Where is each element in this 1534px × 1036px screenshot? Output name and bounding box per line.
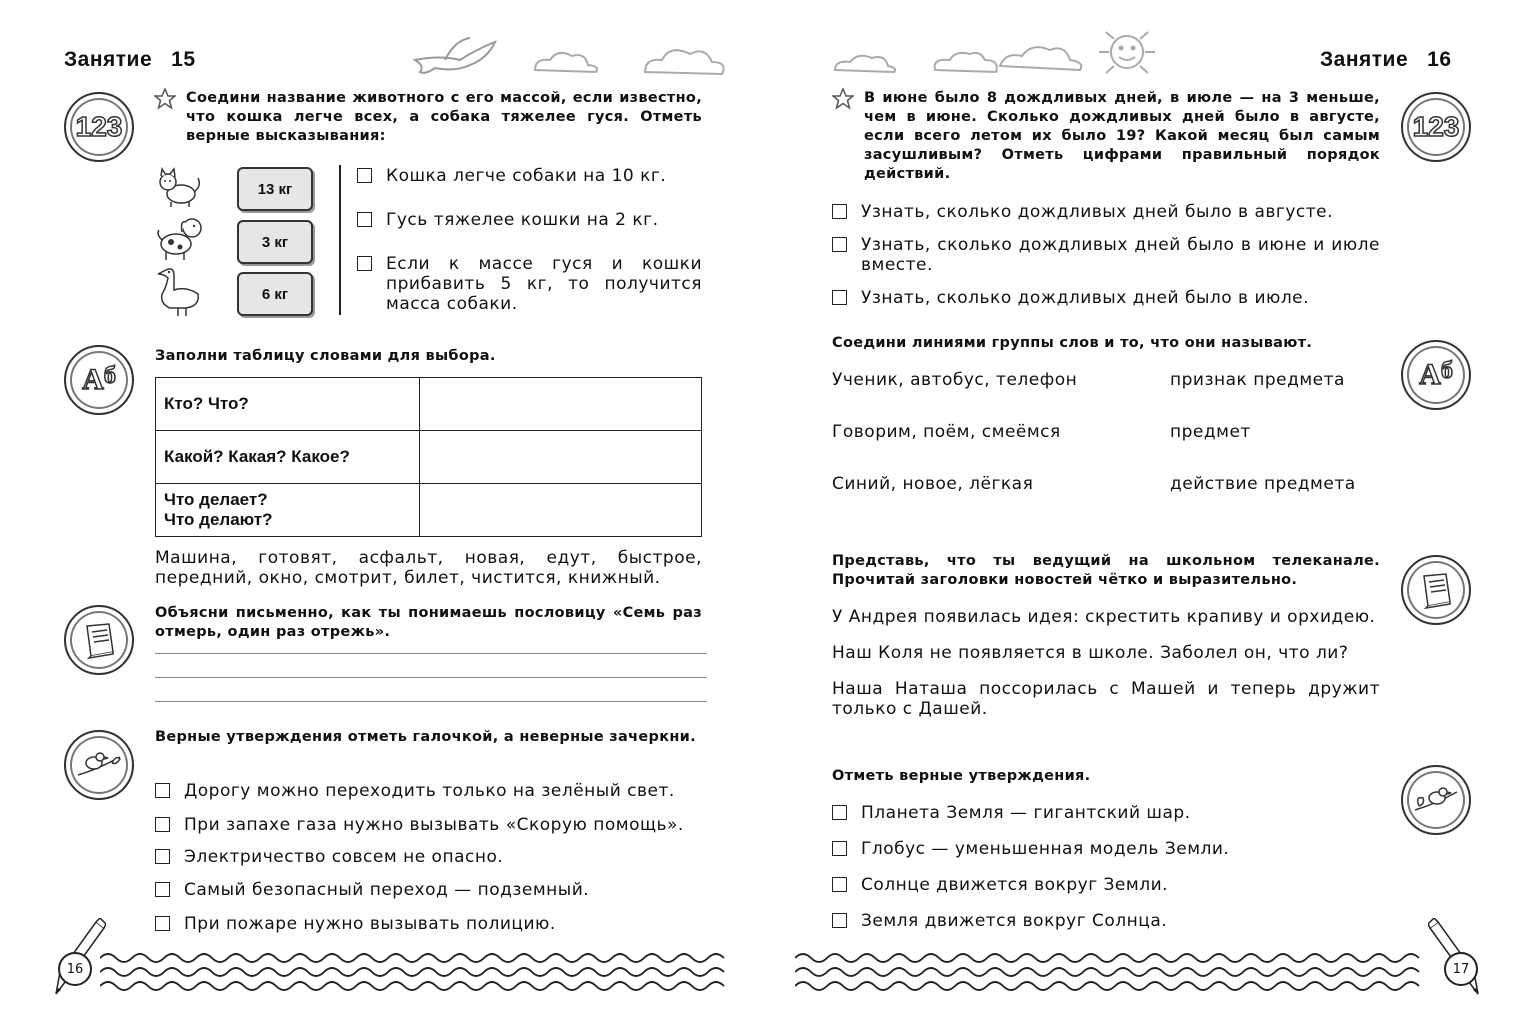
match-left-item[interactable]: Синий, новое, лёгкая [832,474,1034,494]
match-right-item[interactable]: признак предмета [1170,370,1345,390]
book-icon [64,605,134,675]
task1-instruction: Соедини название животного с его массой, если известно, что кошка легче всех, а собака тяжелее гуся. Отметь верные высказывания: [186,90,702,144]
word-bank: Машина, готовят, асфальт, новая, едут, быстрое, передний, окно, смотрит, билет, чистится, книжный. [155,548,702,588]
r-task4-option[interactable]: Земля движется вокруг Солнца. [832,911,1167,931]
wave-decor-right [795,950,1435,1000]
r-task4-option[interactable]: Планета Земля — гигантский шар. [832,803,1191,823]
star-icon [832,88,854,110]
task1-option[interactable]: Гусь тяжелее кошки на 2 кг. [357,210,702,230]
math-medal-icon: 123 [64,92,134,162]
top-decor [400,30,1180,85]
r-task4-option[interactable]: Глобус — уменьшенная модель Земли. [832,839,1229,859]
star-icon [154,88,176,110]
page-number-left: 16 [58,952,92,986]
match-right-item[interactable]: предмет [1170,422,1251,442]
checkbox[interactable] [357,256,372,271]
table-row-header: Что делает? Что делают? [156,484,420,537]
lesson-title-right: Занятие 16 [1320,48,1452,71]
checkbox[interactable] [155,882,170,897]
r-task1-option[interactable]: Узнать, сколько дождливых дней было в августе. [832,202,1380,222]
writing-line[interactable] [155,701,707,702]
task4-option[interactable]: Электричество совсем не опасно. [155,847,503,867]
task4-instruction: Верные утверждения отметь галочкой, а неверные зачеркни. [155,729,696,745]
news-headline: Наша Наташа поссорилась с Машей и теперь дружит только с Дашей. [832,679,1380,719]
writing-line[interactable] [155,677,707,678]
checkbox[interactable] [155,916,170,931]
cat-icon [156,166,202,208]
table-cell-answer[interactable] [420,378,702,431]
checkbox[interactable] [832,913,847,928]
r-task1-option[interactable]: Узнать, сколько дождливых дней было в июле. [832,288,1380,308]
task2-instruction: Заполни таблицу словами для выбора. [155,348,496,364]
match-left-item[interactable]: Ученик, автобус, телефон [832,370,1078,390]
table-row-header: Какой? Какая? Какое? [156,431,420,484]
checkbox[interactable] [155,817,170,832]
checkbox[interactable] [155,849,170,864]
checkbox[interactable] [832,805,847,820]
checkbox[interactable] [832,237,847,252]
checkbox[interactable] [357,168,372,183]
flying-bird-icon [415,38,495,73]
r-task4-option[interactable]: Солнце движется вокруг Земли. [832,875,1168,895]
r-task2-instruction: Соедини линиями группы слов и то, что они называют. [832,335,1313,351]
lesson-title-left: Занятие 15 [64,48,196,71]
russian-medal-icon: А б [64,345,134,415]
weight-card-13kg[interactable]: 13 кг [237,167,313,211]
checkbox[interactable] [155,783,170,798]
page-number-right: 17 [1444,952,1478,986]
checkbox[interactable] [832,841,847,856]
book-icon [1401,555,1471,625]
checkbox[interactable] [832,290,847,305]
news-headline: У Андрея появилась идея: скрестить крапиву и орхидею. [832,607,1376,627]
r-task4-instruction: Отметь верные утверждения. [832,768,1091,784]
checkbox[interactable] [357,212,372,227]
russian-medal-icon: А б [1401,340,1471,410]
task4-option[interactable]: Дорогу можно переходить только на зелёный свет. [155,781,675,801]
math-medal-icon: 123 [1401,92,1471,162]
checkbox[interactable] [832,877,847,892]
news-headline: Наш Коля не появляется в школе. Заболел он, что ли? [832,643,1349,663]
divider [339,165,341,315]
bird-icon [64,730,134,800]
r-task1-option[interactable]: Узнать, сколько дождливых дней было в июне и июле вместе. [832,235,1380,275]
writing-line[interactable] [155,653,707,654]
r-task1-instruction: В июне было 8 дождливых дней, в июле — на 3 меньше, чем в июне. Сколько дождливых дней было в августе, если всего летом их было 19? Какой месяц был самым засушливым? Отметь цифрами правильный порядок действий. [864,90,1380,182]
task4-option[interactable]: Самый безопасный переход — подземный. [155,880,589,900]
dog-icon [156,212,206,262]
r-task3-instruction: Представь, что ты ведущий на школьном телеканале. Прочитай заголовки новостей чётко и выразительно. [832,553,1380,588]
word-table [155,377,702,537]
weight-card-6kg[interactable]: 6 кг [237,272,313,316]
task4-option[interactable]: При запахе газа нужно вызывать «Скорую помощь». [155,815,684,835]
cloud-icon [535,47,1081,74]
table-cell-answer[interactable] [420,431,702,484]
checkbox[interactable] [832,204,847,219]
table-cell-answer[interactable] [420,484,702,537]
sun-icon [1099,30,1155,73]
match-right-item[interactable]: действие предмета [1170,474,1356,494]
match-left-item[interactable]: Говорим, поём, смеёмся [832,422,1061,442]
table-row-header: Кто? Что? [156,378,420,431]
task4-option[interactable]: При пожаре нужно вызывать полицию. [155,914,556,934]
goose-icon [156,264,206,319]
weight-card-3kg[interactable]: 3 кг [237,220,313,264]
task3-instruction: Объясни письменно, как ты понимаешь пословицу «Семь раз отмерь, один раз отрежь». [155,605,702,640]
task1-option[interactable]: Если к массе гуся и кошки прибавить 5 кг, то получится масса собаки. [357,254,702,314]
bird-icon [1401,765,1471,835]
task1-option[interactable]: Кошка легче собаки на 10 кг. [357,166,702,186]
wave-decor-left [100,950,740,1000]
